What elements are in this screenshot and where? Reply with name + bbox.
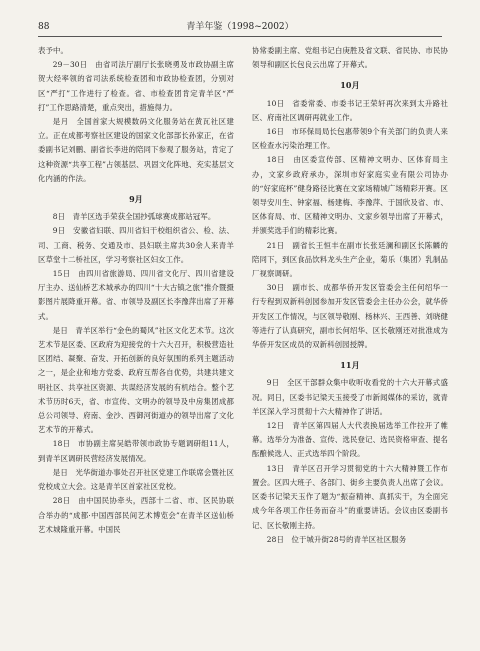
entry-paragraph: 8日 青羊区选手荣获全国抄弧球赛成都站冠军。 [52,212,216,222]
entry-paragraph: 21日 副省长王恒丰在副市长张廷澜和副区长陈麟的陪同下，到区食品饮料龙头生产企业，菊乐（集团）乳制品厂视察调研。 [252,240,448,279]
entry-paragraph: 是月 全国首家大规模数码文化服务站在黄瓦社区建立。正在成都考察社区建设的国家文化部部长孙家正，在省委副书记刘鹏、副省长李进的陪同下参观了服务站，肯定了这种资源“共享工程”占领基层、巩固文化阵地、充实基层文化内涵的作法。 [38,117,234,183]
entry-paragraph: 28日 由中国民协牵头，西部十二省、市、区民协联合举办的“成都·中国西部民间艺术博览会”在青羊区送仙桥艺术城隆重开幕。中国民 [38,496,234,534]
entry-paragraph: 是日 光华街道办事处召开社区党建工作联席会暨社区党校成立大会。这是青羊区首家社区党校。 [38,467,234,492]
entry-paragraph: 29－30日 由省司法厅副厅长张晓勇及市政协副主席贺大经率领的省司法系统检查团和市政协检查团，分别对区“严打”工作进行了检查。省、市检查团肯定青羊区“严打”工作思路清楚，重点突出，措施得力。 [38,60,234,112]
month-heading: 10月 [340,80,360,91]
left-column [38,44,234,537]
entry-paragraph: 是日 青羊区举行“金色的蜀风”社区文化艺术节。这次艺术节是区委、区政府为迎接党的十六大召开，积极营造社区团结、凝聚、奋发、开拓创新的良好氛围的系列主题活动之一，是企业和地方党委、政府互帮各自优势，共建共建文明社区、共享社区资源、共谋经济发展的有机结合。整个艺术节历时6天，省、市宣传、文明办的领导及中房集团成都总公司领导、府南、金沙、西御河街道办的领导出席了文化艺术节的开幕式。 [38,325,234,435]
page-number: 88 [38,22,50,32]
entry-paragraph: 16日 市环保局局长包惠带领9个有关部门的负责人来区检查水污染治理工作。 [252,127,448,151]
entry-paragraph: 28日 位于城升街28号的青羊区社区服务 [266,534,407,544]
entry-paragraph: 表予中。 [38,46,69,55]
running-header [38,20,442,37]
entry-paragraph: 18日 市协副主席吴皓带领市政协专题调研组11人，到青羊区调研民营经济发展情况。 [38,439,234,463]
entry-paragraph: 10日 省委常委、市委书记王荣轩再次来到太升路社区、府南社区调研再就业工作。 [252,98,448,122]
month-heading: 11月 [340,360,360,371]
entry-paragraph: 12日 青羊区第四届人大代表换届选举工作拉开了帷幕。选举分为准备、宣传、选民登记、选民资格审查、提名酝酿候选人、正式选举四个阶段。 [252,421,448,459]
entry-paragraph: 30日 副市长、成都华侨开发区管委会主任何绍华一行专程到双新科创园参加开发区管委会主任办公会，就华侨开发区工作情况，与区领导敬刚、杨林兴、王西善、刘晓健等进行了认真研究，副市长何绍华、区长敬刚还对批准成为华侨开发区成员的双新科创园授牌。 [252,283,448,350]
running-title: 青羊年鉴（1998~2002） [186,22,294,32]
entry-paragraph: 协常委副主席、党组书记白庚胜及省文联、省民协、市民协领导和副区长包良云出席了开幕式。 [252,46,448,70]
month-heading: 9月 [129,194,143,205]
entry-paragraph: 13日 青羊区召开学习贯彻党的十六大精神暨工作布置会。区四大班子、各部门、街乡主要负责人出席了会议。区委书记梁天玉作了题为“振奋精神、真抓实干，为全面完成今年各项工作任务而奋斗”的重要讲话。会议由区委副书记、区长敬刚主持。 [252,463,448,530]
entry-paragraph: 9日 全区干部群众集中收听收看党的十六大开幕式盛况。同日，区委书记梁天玉接受了市新闻媒体的采访，就青羊区深入学习贯彻十六大精神作了讲话。 [252,378,448,416]
entry-paragraph: 15日 由四川省旅游局、四川省文化厅、四川省建设厅主办、送仙桥艺术城承办的四川“十大古镇之旅”推介暨摄影图片展降重开幕。省、市领导及副区长李豫萍出席了开幕式。 [38,269,234,321]
entry-paragraph: 18日 由区委宣传部、区精神文明办、区体育局主办，文家乡政府承办，深圳市好家庭实业有限公司协办的“好家庭杯”健身路径比赛在文家场精城广场精彩开赛。区领导安川生、钟家福、杨建梅、李豫萍、于国欣及省、市、区体育局、市、区精神文明办、文家乡领导出席了开幕式，并颁奖选手们的精彩比赛。 [252,155,448,236]
entry-paragraph: 9日 安徽省妇联、四川省妇干校组织省公、检、法、司、工商、税务、交通及市、县妇联主席共30余人来青羊区草堂十二桥社区，学习考察社区妇女工作。 [38,226,234,264]
right-column [252,44,448,547]
